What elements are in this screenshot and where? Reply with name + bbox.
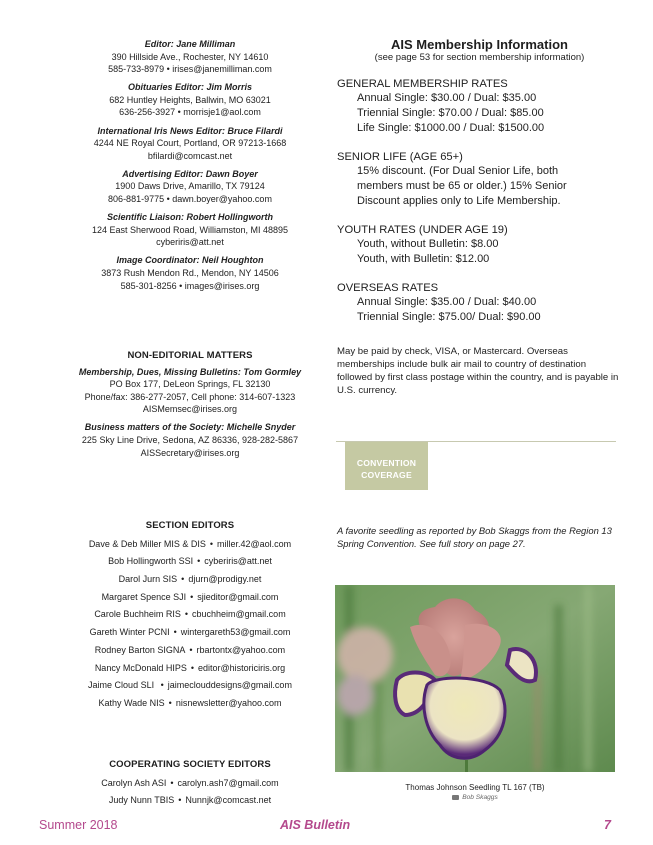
page-footer: [0, 818, 653, 836]
membership-title: AIS Membership Information: [391, 37, 568, 52]
editor-row: [62, 589, 318, 607]
footer-issue: Summer 2018: [39, 818, 118, 832]
editor-email: sjieditor@gmail.com: [197, 591, 279, 602]
editor-contact: 585-733-8979 • irises@janemilliman.com: [108, 64, 272, 75]
editor-address: 1900 Daws Drive, Amarillo, TX 79124: [115, 181, 265, 192]
editor-title: Scientific Liaison: Robert Hollingworth: [106, 212, 273, 223]
photo-caption: Thomas Johnson Seedling TL 167 (TB): [405, 783, 545, 792]
youth-rates: [337, 223, 622, 267]
editor-name: Rodney Barton SIGNA: [94, 644, 186, 655]
senior-rates: [337, 150, 622, 209]
editor-row: [62, 775, 318, 793]
editor-name: Gareth Winter PCNI: [89, 627, 170, 638]
separator-dot: •: [168, 697, 172, 708]
editor-contact: bfilardi@comcast.net: [147, 150, 233, 161]
general-rates-heading: GENERAL MEMBERSHIP RATES: [337, 78, 508, 90]
non-editorial-heading: NON-EDITORIAL MATTERS: [127, 350, 253, 361]
youth-rates-heading: YOUTH RATES (UNDER AGE 19): [337, 224, 508, 236]
cooperating-editors-heading: COOPERATING SOCIETY EDITORS: [109, 759, 271, 770]
photo-credit: [335, 794, 615, 802]
editor-email: wintergareth53@gmail.com: [180, 627, 291, 638]
membership-contact-email: AISMemsec@irises.org: [142, 404, 238, 415]
section-editors-heading: SECTION EDITORS: [145, 520, 235, 531]
cooperating-editors: [62, 759, 318, 810]
editor-name: Bob Hollingworth SSI: [108, 556, 194, 567]
non-editorial-section: [62, 350, 318, 465]
editor-email: jaimeclouddesigns@gmail.com: [167, 680, 292, 691]
editor-name: Judy Nunn TBIS: [108, 795, 175, 806]
editor-row: [62, 553, 318, 571]
business-contact-email: AISSecretary@irises.org: [140, 447, 240, 458]
business-contact-address: 225 Sky Line Drive, Sedona, AZ 86336, 928-282-5867: [81, 435, 299, 446]
overseas-rates: [337, 281, 622, 325]
editor-email: cbuchheim@gmail.com: [192, 609, 286, 620]
membership-info: [337, 38, 622, 397]
editor-block: [62, 81, 318, 119]
editor-title: Obituaries Editor: Jim Morris: [127, 82, 253, 93]
membership-subtitle: (see page 53 for section membership information): [374, 52, 585, 63]
separator-dot: •: [160, 680, 164, 691]
editor-title: International Iris News Editor: Bruce Filardi: [97, 125, 283, 136]
editor-address: 682 Huntley Heights, Ballwin, MO 63021: [109, 94, 271, 105]
rate-line: Youth, without Bulletin: $8.00: [357, 238, 499, 250]
editor-row: [62, 571, 318, 589]
editor-row: [62, 606, 318, 624]
staff-directory: [62, 38, 318, 298]
editor-email: cyberiris@att.net: [204, 556, 272, 567]
editor-row: [62, 792, 318, 810]
editor-row: [62, 536, 318, 554]
rate-line: Triennial Single: $75.00/ Dual: $90.00: [357, 311, 541, 323]
editor-block: [62, 211, 318, 249]
photo-credit-name: Bob Skaggs: [462, 794, 498, 801]
separator-dot: •: [184, 609, 189, 620]
payment-note: May be paid by check, VISA, or Mastercard. Overseas memberships include bulk air mail to country of destination followed by first class postage within the country, and is payable in U.S. currency.: [337, 346, 619, 396]
editor-email: nisnewsletter@yahoo.com: [175, 697, 282, 708]
editor-row: [62, 677, 318, 695]
editor-name: Kathy Wade NIS: [98, 697, 165, 708]
convention-label-line: COVERAGE: [361, 470, 412, 480]
editor-name: Jaime Cloud SLI: [88, 680, 157, 691]
convention-label-line: CONVENTION: [356, 458, 417, 468]
editor-name: Nancy McDonald HIPS: [94, 662, 187, 673]
editor-name: Carolyn Ash ASI: [101, 777, 167, 788]
seedling-intro: A favorite seedling as reported by Bob Skaggs from the Region 13 Spring Convention. See full story on page 27.: [337, 525, 612, 549]
editor-email: rbartontx@yahoo.com: [196, 644, 286, 655]
editor-address: 4244 NE Royal Court, Portland, OR 97213-1668: [93, 138, 287, 149]
editor-contact: 585-301-8256 • images@irises.org: [120, 280, 260, 291]
editor-name: Carole Buchheim RIS: [94, 609, 181, 620]
editor-contact: 806-881-9775 • dawn.boyer@yahoo.com: [108, 194, 272, 205]
section-editors-list: [62, 536, 318, 713]
overseas-rates-heading: OVERSEAS RATES: [337, 282, 439, 294]
editor-row: [62, 624, 318, 642]
editor-name: Margaret Spence SJI: [101, 591, 187, 602]
rate-line: Annual Single: $30.00 / Dual: $35.00: [357, 92, 537, 104]
membership-contact-title: Membership, Dues, Missing Bulletins: Tom Gormley: [78, 366, 302, 377]
editor-block: [62, 168, 318, 206]
separator-dot: •: [197, 556, 201, 567]
editor-block: [62, 254, 318, 292]
membership-contact-address: PO Box 177, DeLeon Springs, FL 32130: [109, 379, 271, 390]
editor-address: 3873 Rush Mendon Rd., Mendon, NY 14506: [101, 268, 279, 278]
page-number: 7: [604, 818, 611, 832]
iris-photo-image: [335, 585, 615, 772]
editor-email: carolyn.ash7@gmail.com: [177, 777, 279, 788]
editor-title: Editor: Jane Milliman: [144, 39, 236, 49]
senior-rates-heading: SENIOR LIFE (AGE 65+): [337, 151, 463, 163]
separator-dot: •: [209, 538, 213, 549]
rate-line: Youth, with Bulletin: $12.00: [357, 253, 490, 265]
business-contact-title: Business matters of the Society: Michelle Snyder: [84, 422, 296, 433]
convention-coverage-label: [345, 442, 428, 490]
membership-contact: [62, 366, 318, 416]
editor-email: miller.42@aol.com: [217, 538, 292, 549]
editor-contact: 636-256-3927 • morrisje1@aol.com: [119, 107, 261, 118]
separator-dot: •: [190, 662, 195, 673]
separator-dot: •: [181, 574, 185, 584]
editor-email: editor@historiciris.org: [198, 662, 286, 673]
editor-email: djurn@prodigy.net: [188, 574, 262, 584]
editor-name: Dave & Deb Miller MIS & DIS: [88, 538, 206, 549]
editor-row: [62, 660, 318, 678]
editor-block: [62, 38, 318, 76]
separator-dot: •: [178, 795, 182, 806]
editor-contact: cyberiris@att.net: [156, 237, 224, 248]
footer-publication: AIS Bulletin: [280, 818, 351, 832]
rate-line: Annual Single: $35.00 / Dual: $40.00: [357, 296, 537, 308]
editor-name: Darol Jurn SIS: [118, 574, 178, 584]
senior-rates-text: 15% discount. (For Dual Senior Life, both members must be 65 or older.) 15% Senior Discount applies only to Life Membership.: [357, 165, 567, 207]
editor-email: Nunnjk@comcast.net: [185, 795, 272, 806]
editor-row: [62, 642, 318, 660]
editor-title: Image Coordinator: Neil Houghton: [116, 255, 264, 266]
editor-row: [62, 695, 318, 713]
editor-address: 124 East Sherwood Road, Williamston, MI 48895: [91, 224, 289, 235]
editor-title: Advertising Editor: Dawn Boyer: [122, 168, 258, 179]
camera-icon: [452, 795, 459, 800]
separator-dot: •: [170, 777, 174, 788]
membership-contact-phone: Phone/fax: 386-277-2057, Cell phone: 314-607-1323: [84, 391, 296, 402]
iris-photo: [335, 585, 615, 772]
business-contact: [62, 421, 318, 459]
cooperating-editors-list: [62, 775, 318, 810]
section-editors: [62, 520, 318, 713]
separator-dot: •: [189, 644, 193, 655]
separator-dot: •: [190, 591, 194, 602]
editor-address: 390 Hillside Ave., Rochester, NY 14610: [111, 51, 269, 62]
editor-block: [62, 125, 318, 163]
separator-dot: •: [173, 627, 177, 638]
rate-line: Life Single: $1000.00 / Dual: $1500.00: [357, 122, 545, 134]
rate-line: Triennial Single: $70.00 / Dual: $85.00: [357, 107, 544, 119]
general-rates: [337, 77, 622, 136]
